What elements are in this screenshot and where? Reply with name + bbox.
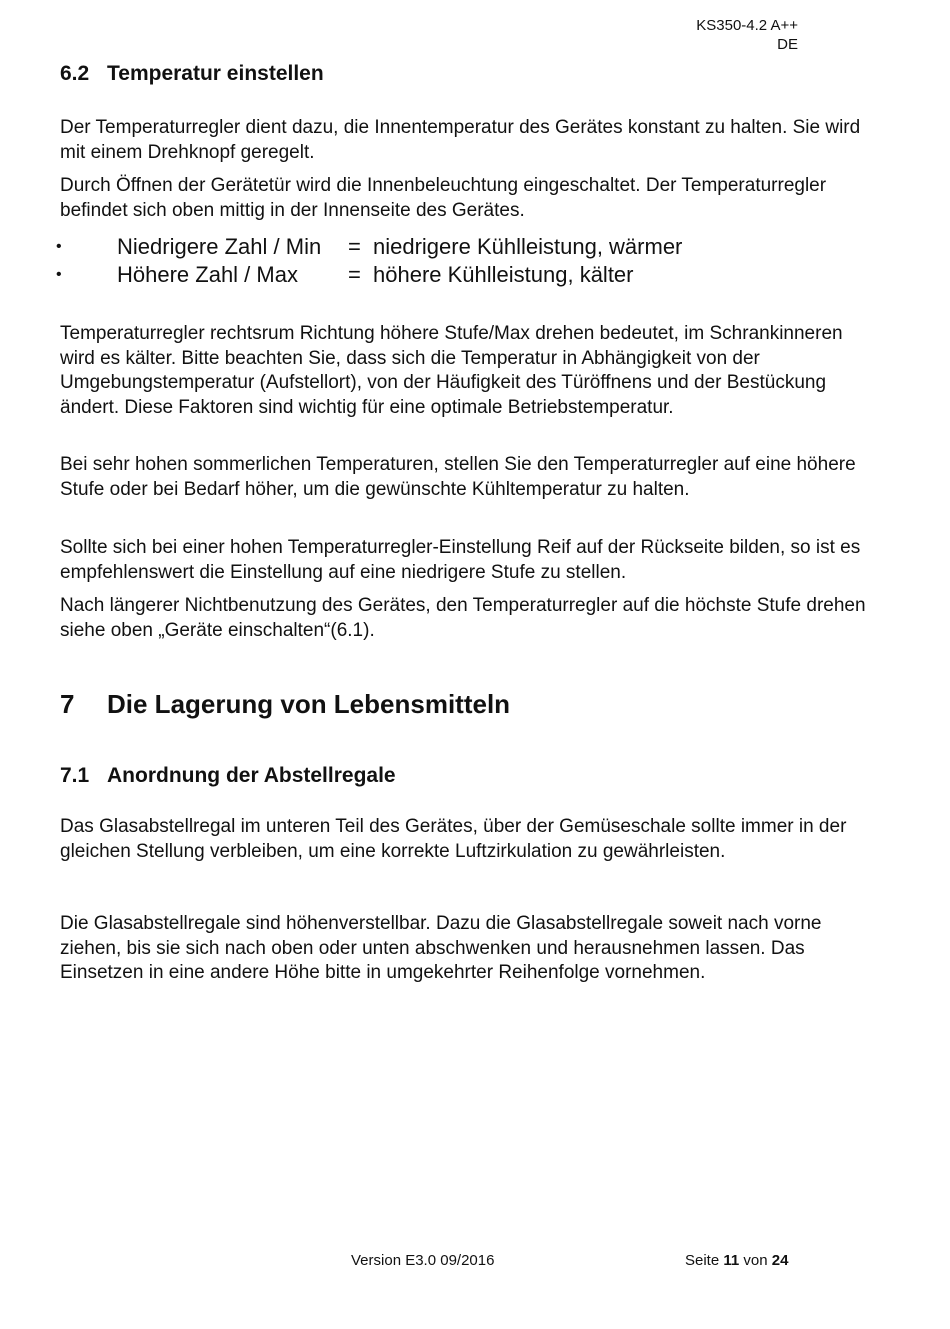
of-word: von [743,1252,768,1269]
paragraph: Bei sehr hohen sommerlichen Temperaturen, stellen Sie den Temperaturregler auf eine höhere Stufe oder bei Bedarf höher, um die gewünschte Kühltemperatur zu halten. [60,454,856,500]
section-number: 7.1 [60,764,90,787]
page-word: Seite [685,1252,720,1269]
bullet-value: niedrigere Kühlleistung, wärmer [373,234,683,259]
equals-sign: = [348,234,361,259]
list-item [56,233,682,261]
section-6-2-heading [60,62,875,86]
footer-version: Version E3.0 09/2016 [351,1252,495,1269]
section-7-1-heading [60,764,875,788]
section-title: Anordnung der Abstellregale [107,764,396,787]
bullet-mark: • [56,266,62,283]
chapter-number: 7 [60,689,75,719]
section-title: Temperatur einstellen [107,62,324,85]
bullet-list [56,233,682,289]
paragraph: Der Temperaturregler dient dazu, die Innentemperatur des Gerätes konstant zu halten. Sie wird mit einem Drehknopf geregelt. [60,117,861,163]
paragraph: Die Glasabstellregale sind höhenverstellbar. Dazu die Glasabstellregale soweit nach vorne ziehen, bis sie sich nach oben oder unten abschwenken und herausnehmen lassen. Das Einsetzen in eine andere Höhe bitte in umgekehrter Reihenfolge vornehmen. [60,913,822,983]
paragraph: Temperaturregler rechtsrum Richtung höhere Stufe/Max drehen bedeutet, im Schrankinneren wird es kälter. Bitte beachten Sie, dass sich die Temperatur in Abhängigkeit von der Umgebungstemperatur (Aufstellort), von der Häufigkeit des Türöffnens und der Bestückung ändert. Diese Faktoren sind wichtig für eine optimale Betriebstemperatur. [60,323,843,418]
list-item [56,261,682,289]
equals-sign: = [348,262,361,287]
paragraph: Nach längerer Nichtbenutzung des Gerätes, den Temperaturregler auf die höchste Stufe drehen siehe oben „Geräte einschalten“(6.1). [60,595,866,641]
chapter-title: Die Lagerung von Lebensmitteln [107,689,511,719]
model-number: KS350-4.2 A++ [696,17,798,34]
paragraph: Sollte sich bei einer hohen Temperaturregler-Einstellung Reif auf der Rückseite bilden, so ist es empfehlenswert die Einstellung auf eine niedrigere Stufe zu stellen. [60,537,861,583]
footer-page-number [685,1252,788,1269]
total-pages: 24 [771,1252,789,1269]
page-header [696,16,798,54]
bullet-label: Niedrigere Zahl / Min [117,234,322,259]
bullet-label: Höhere Zahl / Max [117,262,298,287]
bullet-mark: • [56,238,62,255]
language-code: DE [777,36,798,53]
current-page: 11 [723,1252,740,1269]
chapter-7-heading [60,689,875,720]
paragraph: Durch Öffnen der Gerätetür wird die Innenbeleuchtung eingeschaltet. Der Temperaturregler befindet sich oben mittig in der Innenseite des Gerätes. [60,175,827,221]
paragraph: Das Glasabstellregal im unteren Teil des Gerätes, über der Gemüseschale sollte immer in der gleichen Stellung verbleiben, um eine korrekte Luftzirkulation zu gewährleisten. [60,816,847,862]
section-number: 6.2 [60,62,90,85]
bullet-value: höhere Kühlleistung, kälter [373,262,634,287]
